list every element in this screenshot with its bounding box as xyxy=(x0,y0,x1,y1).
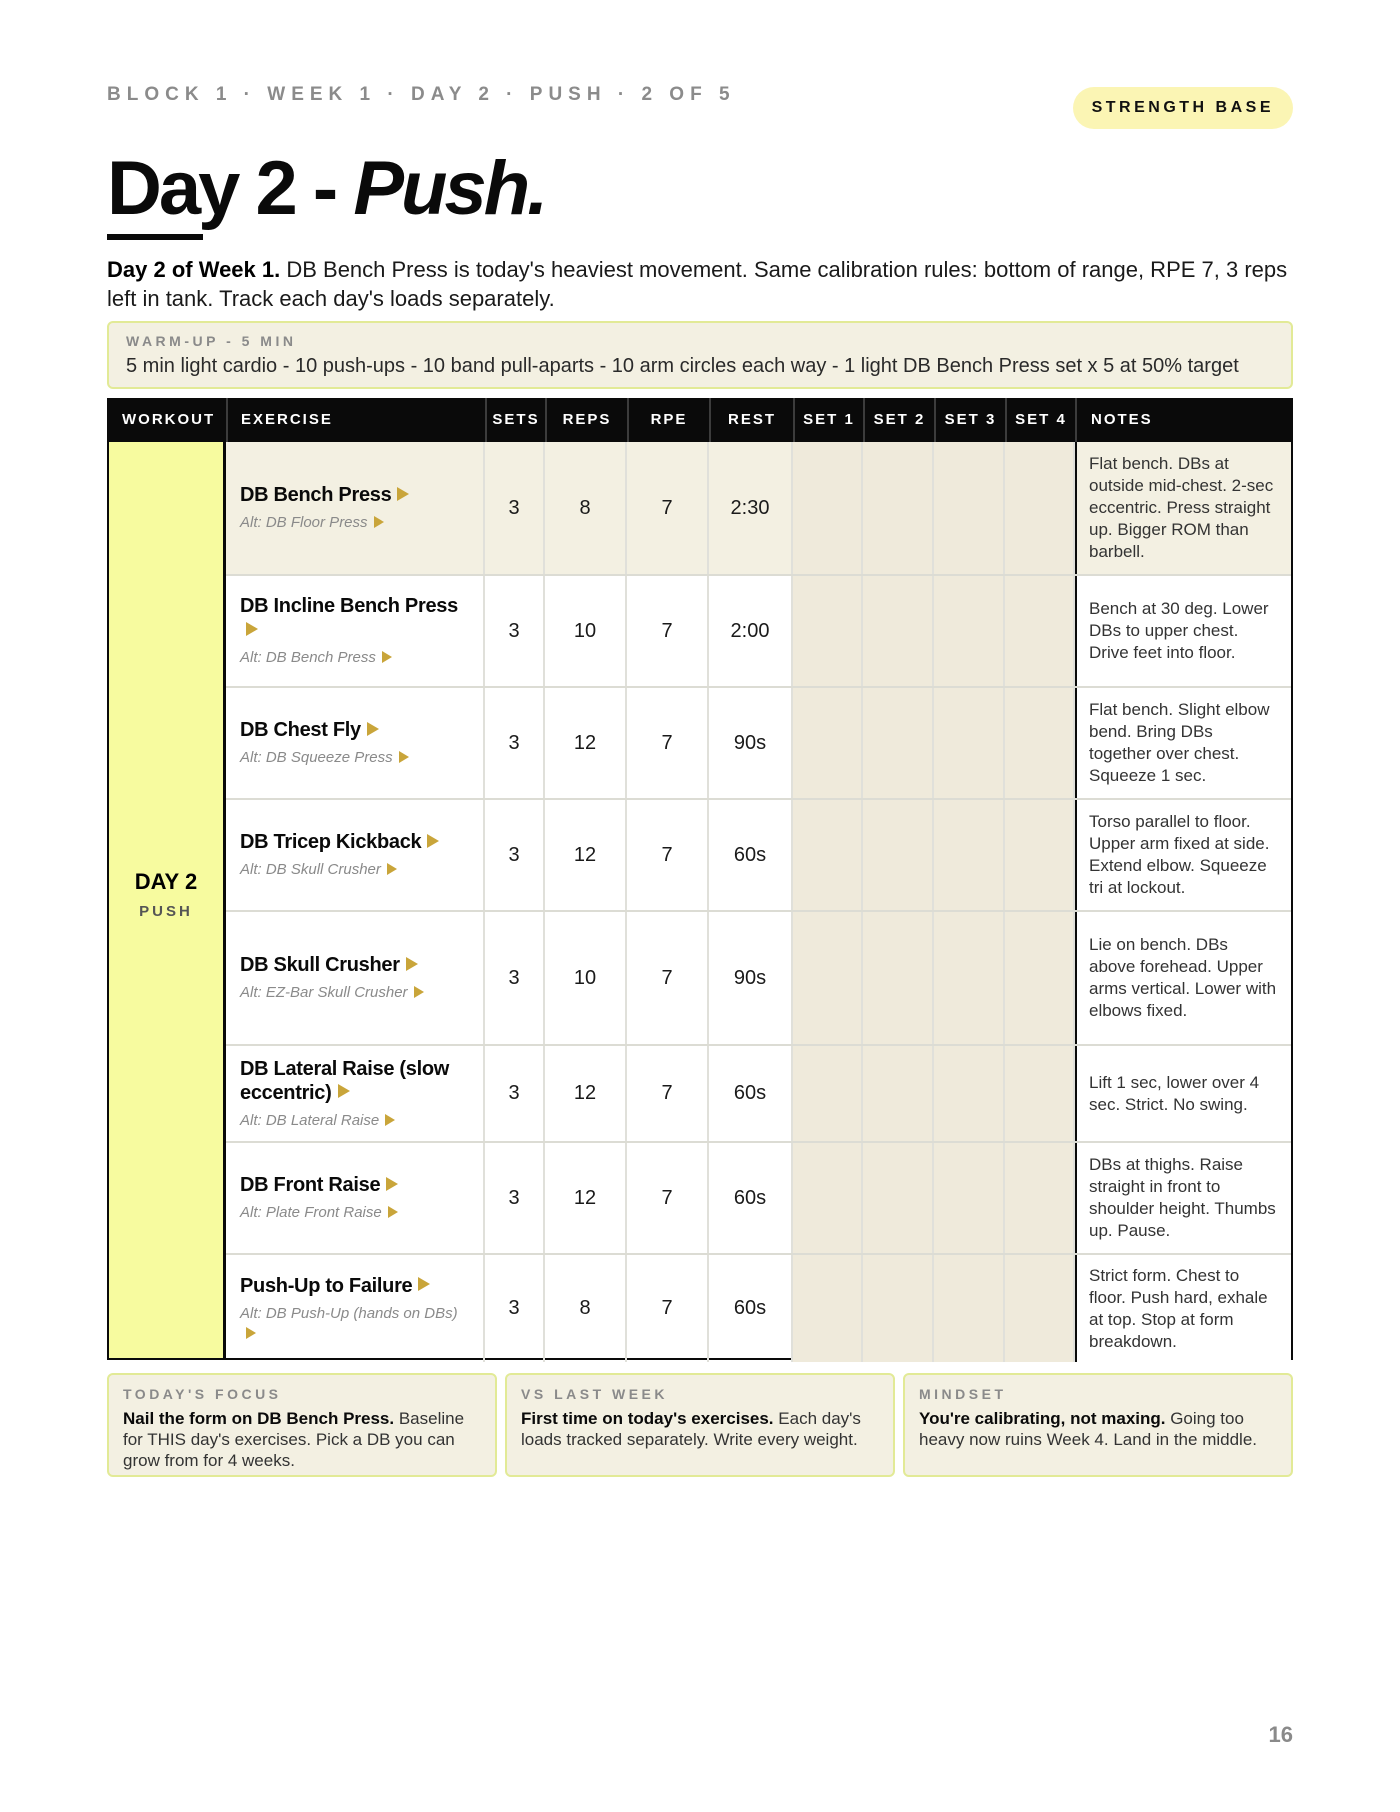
intro-bold: Day 2 of Week 1. xyxy=(107,257,281,282)
card-text xyxy=(521,1408,879,1450)
set-log-cell-2[interactable] xyxy=(863,1143,934,1253)
exercise-name-text: DB Lateral Raise (slow eccentric) xyxy=(240,1057,450,1104)
title-main: Day 2 - xyxy=(107,146,354,231)
reps-cell: 8 xyxy=(545,442,627,574)
exercise-alternative-text: Alt: Plate Front Raise xyxy=(240,1204,382,1221)
exercise-name-text: DB Tricep Kickback xyxy=(240,831,422,853)
set-log-cell-4[interactable] xyxy=(1005,1046,1075,1141)
exercise-name[interactable] xyxy=(240,830,469,854)
warmup-label: WARM-UP - 5 MIN xyxy=(126,333,297,349)
sets-cell: 3 xyxy=(485,800,545,910)
rest-cell: 90s xyxy=(709,912,793,1044)
set-log-cell-3[interactable] xyxy=(934,1143,1005,1253)
rest-cell: 60s xyxy=(709,1143,793,1253)
title-emphasis: Push. xyxy=(353,146,546,231)
sets-cell: 3 xyxy=(485,1046,545,1141)
play-video-icon[interactable] xyxy=(385,1114,395,1126)
notes-cell xyxy=(1075,576,1291,686)
exercise-cell xyxy=(226,912,485,1044)
exercise-name-text: DB Chest Fly xyxy=(240,719,361,741)
card-text xyxy=(123,1408,481,1471)
notes-text: Bench at 30 deg. Lower DBs to upper chest. Drive feet into floor. xyxy=(1089,599,1269,662)
set-log-cell-4[interactable] xyxy=(1005,912,1075,1044)
card-text xyxy=(919,1408,1277,1450)
header-rpe: RPE xyxy=(650,411,688,428)
set-log-cell-4[interactable] xyxy=(1005,800,1075,910)
exercise-cell xyxy=(226,442,485,574)
warmup-box xyxy=(107,321,1293,389)
exercise-alternative[interactable] xyxy=(240,748,469,768)
reps-cell: 12 xyxy=(545,1046,627,1141)
notes-text: Torso parallel to floor. Upper arm fixed at side. Extend elbow. Squeeze tri at lockout. xyxy=(1089,812,1270,897)
program-badge: STRENGTH BASE xyxy=(1073,87,1293,129)
header-set2: SET 2 xyxy=(873,411,926,428)
workout-day-cell xyxy=(107,442,226,1358)
sets-cell: 3 xyxy=(485,1255,545,1362)
rpe-cell: 7 xyxy=(627,912,709,1044)
play-video-icon[interactable] xyxy=(399,751,409,763)
rest-cell: 60s xyxy=(709,1046,793,1141)
sets-cell: 3 xyxy=(485,442,545,574)
intro-text: DB Bench Press is today's heaviest movement. Same calibration rules: bottom of range, RPE 7, 3 reps left in tank. Track each day's loads separately. xyxy=(107,257,1288,311)
exercise-alternative-text: Alt: DB Push-Up (hands on DBs) xyxy=(240,1304,458,1322)
breadcrumb: BLOCK 1 · WEEK 1 · DAY 2 · PUSH · 2 OF 5 xyxy=(107,84,736,105)
rest-cell: 60s xyxy=(709,1255,793,1362)
header-set4: SET 4 xyxy=(1015,411,1067,428)
exercise-name-text: DB Bench Press xyxy=(240,484,392,506)
rpe-cell: 7 xyxy=(627,1143,709,1253)
set-log-cell-3[interactable] xyxy=(934,442,1005,574)
reps-cell: 12 xyxy=(545,800,627,910)
exercise-alternative-text: Alt: DB Skull Crusher xyxy=(240,861,381,878)
set-log-cell-4[interactable] xyxy=(1005,442,1075,574)
notes-cell xyxy=(1075,688,1291,798)
card-label: MINDSET xyxy=(919,1386,1007,1402)
set-log-cell-3[interactable] xyxy=(934,800,1005,910)
rest-cell: 2:30 xyxy=(709,442,793,574)
table-header xyxy=(107,398,1293,442)
set-log-cell-3[interactable] xyxy=(934,1255,1005,1362)
sets-cell: 3 xyxy=(485,1143,545,1253)
set-log-cell-3[interactable] xyxy=(934,912,1005,1044)
table-row xyxy=(226,442,1291,576)
set-log-cell-4[interactable] xyxy=(1005,576,1075,686)
exercise-name[interactable] xyxy=(240,953,469,977)
set-log-cell-2[interactable] xyxy=(863,1255,934,1362)
table-row xyxy=(226,576,1291,688)
exercise-name[interactable] xyxy=(240,594,469,642)
card-body: Going too heavy now ruins Week 4. Land in the middle. xyxy=(919,1409,1257,1449)
rpe-cell: 7 xyxy=(627,576,709,686)
card-label: VS LAST WEEK xyxy=(521,1386,669,1402)
set-log-cell-3[interactable] xyxy=(934,1046,1005,1141)
rpe-cell: 7 xyxy=(627,442,709,574)
play-video-icon[interactable] xyxy=(246,1327,256,1339)
set-log-cell-1[interactable] xyxy=(793,800,863,910)
play-video-icon[interactable] xyxy=(388,1206,398,1218)
rest-cell: 90s xyxy=(709,688,793,798)
set-log-cell-4[interactable] xyxy=(1005,688,1075,798)
play-video-icon[interactable] xyxy=(418,1277,430,1291)
exercise-alternative-text: Alt: DB Lateral Raise xyxy=(240,1111,380,1129)
set-log-cell-1[interactable] xyxy=(793,442,863,574)
set-log-cell-2[interactable] xyxy=(863,688,934,798)
reps-cell: 10 xyxy=(545,576,627,686)
exercise-alternative-text: Alt: DB Squeeze Press xyxy=(240,749,393,766)
reps-cell: 12 xyxy=(545,1143,627,1253)
set-log-cell-2[interactable] xyxy=(863,442,934,574)
header-rest: REST xyxy=(727,411,776,428)
exercise-name[interactable] xyxy=(240,483,469,507)
table-row xyxy=(226,1143,1291,1255)
notes-cell xyxy=(1075,800,1291,910)
table-row xyxy=(226,800,1291,912)
set-log-cell-3[interactable] xyxy=(934,688,1005,798)
play-video-icon[interactable] xyxy=(427,834,439,848)
notes-text: Strict form. Chest to floor. Push hard, exhale at top. Stop at form breakdown. xyxy=(1089,1265,1268,1351)
summary-cards xyxy=(107,1373,1293,1477)
sets-cell: 3 xyxy=(485,912,545,1044)
reps-cell: 10 xyxy=(545,912,627,1044)
exercise-alternative[interactable] xyxy=(240,1203,469,1223)
rpe-cell: 7 xyxy=(627,1255,709,1362)
header-exercise: EXERCISE xyxy=(241,411,333,428)
set-log-cell-3[interactable] xyxy=(934,576,1005,686)
exercise-name[interactable] xyxy=(240,1274,469,1298)
notes-text: Flat bench. DBs at outside mid-chest. 2-sec eccentric. Press straight up. Bigger ROM than barbell. xyxy=(1089,454,1274,561)
page-number: 16 xyxy=(1268,1722,1293,1747)
header-set3: SET 3 xyxy=(944,411,997,428)
header-sets: SETS xyxy=(492,411,540,428)
exercise-name-text: Push-Up to Failure xyxy=(240,1274,413,1297)
play-video-icon[interactable] xyxy=(387,863,397,875)
exercise-cell xyxy=(226,1255,485,1362)
set-log-cell-4[interactable] xyxy=(1005,1255,1075,1362)
exercise-cell xyxy=(226,1046,485,1141)
exercise-alternative[interactable] xyxy=(240,648,469,668)
exercise-alternative[interactable] xyxy=(240,513,469,533)
sets-cell: 3 xyxy=(485,576,545,686)
set-log-cell-1[interactable] xyxy=(793,576,863,686)
play-video-icon[interactable] xyxy=(246,622,258,636)
rest-cell: 2:00 xyxy=(709,576,793,686)
card-body: Each day's loads tracked separately. Write every weight. xyxy=(521,1409,861,1449)
notes-cell xyxy=(1075,912,1291,1044)
set-log-cell-2[interactable] xyxy=(863,1046,934,1141)
title-underline xyxy=(107,234,203,240)
set-log-cell-2[interactable] xyxy=(863,912,934,1044)
play-video-icon[interactable] xyxy=(397,487,409,501)
play-video-icon[interactable] xyxy=(406,957,418,971)
notes-cell xyxy=(1075,1255,1291,1362)
exercise-name-text: DB Incline Bench Press xyxy=(240,595,458,617)
card-mindset xyxy=(903,1373,1293,1477)
header-reps: REPS xyxy=(562,411,612,428)
exercise-cell xyxy=(226,576,485,686)
reps-cell: 12 xyxy=(545,688,627,798)
exercise-alternative[interactable] xyxy=(240,1304,469,1344)
intro-paragraph xyxy=(107,255,1293,313)
exercise-alternative[interactable] xyxy=(240,1111,469,1131)
card-bold: You're calibrating, not maxing. xyxy=(919,1409,1166,1428)
notes-cell xyxy=(1075,442,1291,574)
exercise-name[interactable] xyxy=(240,1057,469,1105)
exercise-alternative[interactable] xyxy=(240,983,469,1003)
header-workout: WORKOUT xyxy=(122,411,216,428)
table-body xyxy=(107,442,1293,1360)
rest-cell: 60s xyxy=(709,800,793,910)
table-row xyxy=(226,688,1291,800)
notes-text: DBs at thighs. Raise straight in front to shoulder height. Thumbs up. Pause. xyxy=(1089,1155,1276,1240)
set-log-cell-4[interactable] xyxy=(1005,1143,1075,1253)
set-log-cell-1[interactable] xyxy=(793,1143,863,1253)
table-row xyxy=(226,912,1291,1046)
card-label: TODAY'S FOCUS xyxy=(123,1386,282,1402)
warmup-text: 5 min light cardio - 10 push-ups - 10 band pull-aparts - 10 arm circles each way - 1 light DB Bench Press set x 5 at 50% target xyxy=(126,355,1239,377)
set-log-cell-2[interactable] xyxy=(863,800,934,910)
exercise-name[interactable] xyxy=(240,1173,469,1197)
exercise-alternative-text: Alt: DB Floor Press xyxy=(240,514,368,531)
workout-day-label: DAY 2 xyxy=(134,869,198,894)
set-log-cell-1[interactable] xyxy=(793,688,863,798)
table-row xyxy=(226,1046,1291,1143)
rpe-cell: 7 xyxy=(627,800,709,910)
set-log-cell-1[interactable] xyxy=(793,1255,863,1362)
exercise-cell xyxy=(226,688,485,798)
play-video-icon[interactable] xyxy=(414,986,424,998)
sets-cell: 3 xyxy=(485,688,545,798)
rpe-cell: 7 xyxy=(627,688,709,798)
exercise-cell xyxy=(226,1143,485,1253)
exercise-name[interactable] xyxy=(240,718,469,742)
card-bold: First time on today's exercises. xyxy=(521,1409,774,1428)
notes-text: Lift 1 sec, lower over 4 sec. Strict. No swing. xyxy=(1089,1072,1260,1114)
notes-text: Lie on bench. DBs above forehead. Upper arms vertical. Lower with elbows fixed. xyxy=(1089,935,1277,1020)
play-video-icon[interactable] xyxy=(386,1177,398,1191)
exercise-alternative-text: Alt: DB Bench Press xyxy=(240,649,376,666)
notes-cell xyxy=(1075,1143,1291,1253)
rpe-cell: 7 xyxy=(627,1046,709,1141)
play-video-icon[interactable] xyxy=(367,722,379,736)
card-body: Baseline for THIS day's exercises. Pick a DB you can grow from for 4 weeks. xyxy=(123,1409,465,1470)
play-video-icon[interactable] xyxy=(374,516,384,528)
exercise-name-text: DB Skull Crusher xyxy=(240,954,400,976)
card-vs-last-week xyxy=(505,1373,895,1477)
page-title xyxy=(107,148,545,230)
exercise-cell xyxy=(226,800,485,910)
set-log-cell-1[interactable] xyxy=(793,912,863,1044)
exercise-name-text: DB Front Raise xyxy=(240,1174,381,1196)
header-notes: NOTES xyxy=(1091,411,1153,428)
header-set1: SET 1 xyxy=(803,411,855,428)
exercise-alternative[interactable] xyxy=(240,860,469,880)
notes-cell xyxy=(1075,1046,1291,1141)
reps-cell: 8 xyxy=(545,1255,627,1362)
set-log-cell-2[interactable] xyxy=(863,576,934,686)
workout-day-sub: PUSH xyxy=(139,903,193,920)
exercise-alternative-text: Alt: EZ-Bar Skull Crusher xyxy=(240,984,408,1001)
notes-text: Flat bench. Slight elbow bend. Bring DBs together over chest. Squeeze 1 sec. xyxy=(1089,700,1270,785)
table-row xyxy=(226,1255,1291,1362)
card-todays-focus xyxy=(107,1373,497,1477)
set-log-cell-1[interactable] xyxy=(793,1046,863,1141)
play-video-icon[interactable] xyxy=(338,1084,350,1098)
play-video-icon[interactable] xyxy=(382,651,392,663)
card-bold: Nail the form on DB Bench Press. xyxy=(123,1409,395,1428)
